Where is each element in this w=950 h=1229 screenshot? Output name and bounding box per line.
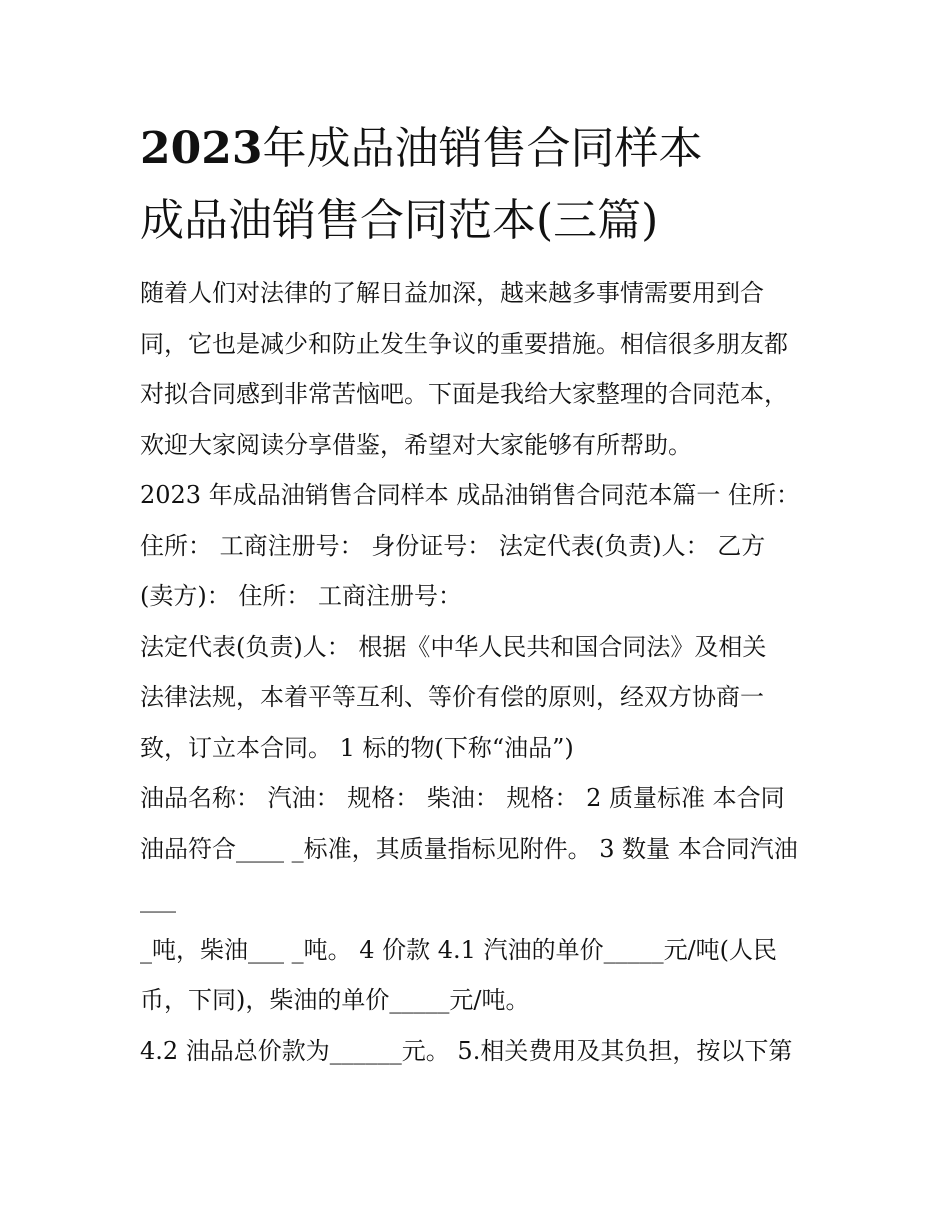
body-line: 法定代表(负责)人： 根据《中华人民共和国合同法》及相关 <box>140 632 767 661</box>
body-line: 2023 年成品油销售合同样本 成品油销售合同范本篇一 住所： <box>140 481 800 509</box>
body-line: 致，订立本合同。 1 标的物(下称“油品”) <box>140 733 574 762</box>
body-line: 欢迎大家阅读分享借鉴，希望对大家能够有所帮助。 <box>140 430 692 459</box>
document-title <box>140 118 820 180</box>
document-page <box>140 118 820 1076</box>
body-line: 同，它也是减少和防止发生争议的重要措施。相信很多朋友都 <box>140 329 788 358</box>
body-line: _吨，柴油___ _吨。 4 价款 4.1 汽油的单价_____元/吨(人民 <box>140 935 778 964</box>
body-line: 4.2 油品总价款为______元。 5.相关费用及其负担，按以下第 <box>140 1036 793 1065</box>
title-year: 2023 <box>140 123 263 174</box>
body-line: 油品名称： 汽油： 规格： 柴油： 规格： 2 质量标准 本合同 <box>140 784 785 812</box>
body-line: (卖方)： 住所： 工商注册号： <box>140 582 462 610</box>
body-line: 对拟合同感到非常苦恼吧。下面是我给大家整理的合同范本， <box>140 380 788 408</box>
body-line: 法律法规，本着平等互利、等价有偿的原则，经双方协商一 <box>140 683 764 711</box>
body-line: 住所： 工商注册号： 身份证号： 法定代表(负责)人： 乙方 <box>140 531 766 560</box>
document-subtitle: 成品油销售合同范本(三篇) <box>140 195 659 246</box>
body-line: 币，下同)，柴油的单价_____元/吨。 <box>140 986 530 1014</box>
document-body <box>140 268 820 1076</box>
title-line1-text: 年成品油销售合同样本 <box>262 123 703 174</box>
body-line: 油品符合____ _标准，其质量指标见附件。 3 数量 本合同汽油 <box>140 834 798 863</box>
body-line: ___ <box>140 885 176 913</box>
body-line: 随着人们对法律的了解日益加深，越来越多事情需要用到合 <box>140 279 764 307</box>
